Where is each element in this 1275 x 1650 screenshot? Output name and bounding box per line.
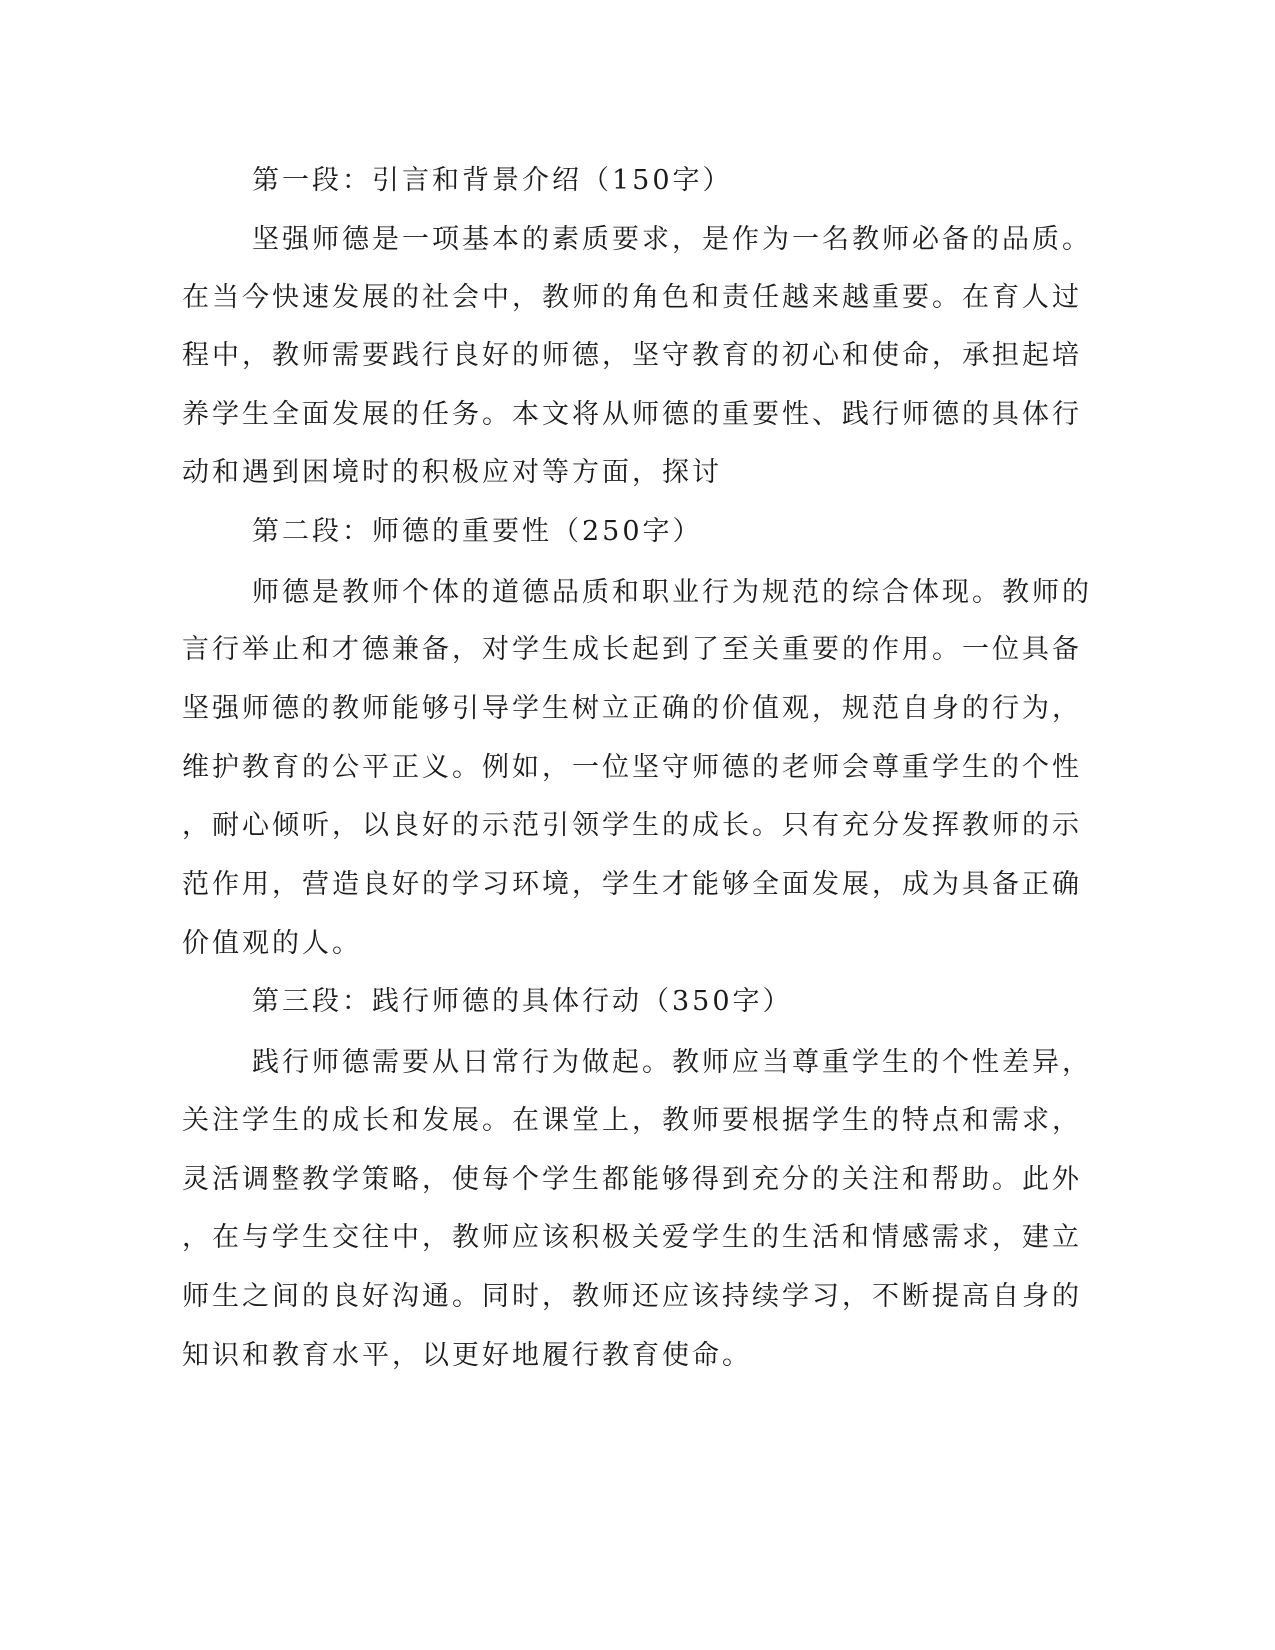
section-2-line-4: 维护教育的公平正义。例如，一位坚守师德的老师会尊重学生的个性 (182, 752, 1082, 783)
section-2-line-1: 师德是教师个体的道德品质和职业行为规范的综合体现。教师的 (252, 577, 1092, 608)
section-2-line-2: 言行举止和才德兼备，对学生成长起到了至关重要的作用。一位具备 (182, 634, 1082, 665)
section-2-line-6: 范作用，营造良好的学习环境，学生才能够全面发展，成为具备正确 (182, 869, 1082, 900)
section-1-line-5: 动和遇到困境时的积极应对等方面，探讨 (182, 457, 722, 488)
section-1-heading: 第一段：引言和背景介绍（150字） (252, 165, 733, 196)
section-2-line-5: ，耐心倾听，以良好的示范引领学生的成长。只有充分发挥教师的示 (182, 810, 1082, 841)
section-3-line-4: ，在与学生交往中，教师应该积极关爱学生的生活和情感需求，建立 (182, 1222, 1082, 1253)
section-1-line-1: 坚强师德是一项基本的素质要求，是作为一名教师必备的品质。 (252, 224, 1092, 255)
section-1-line-3: 程中，教师需要践行良好的师德，坚守教育的初心和使命，承担起培 (182, 340, 1082, 371)
section-3-line-5: 师生之间的良好沟通。同时，教师还应该持续学习，不断提高自身的 (182, 1281, 1082, 1312)
section-3-line-2: 关注学生的成长和发展。在课堂上，教师要根据学生的特点和需求， (182, 1105, 1082, 1136)
section-1-line-4: 养学生全面发展的任务。本文将从师德的重要性、践行师德的具体行 (182, 399, 1082, 430)
section-3-line-6: 知识和教育水平，以更好地履行教育使命。 (182, 1340, 752, 1371)
section-3-heading: 第三段：践行师德的具体行动（350字） (252, 986, 793, 1017)
section-2-heading: 第二段：师德的重要性（250字） (252, 516, 703, 547)
section-2-line-7: 价值观的人。 (182, 928, 362, 959)
section-3-line-1: 践行师德需要从日常行为做起。教师应当尊重学生的个性差异， (252, 1047, 1092, 1078)
section-1-line-2: 在当今快速发展的社会中，教师的角色和责任越来越重要。在育人过 (182, 282, 1082, 313)
section-2-line-3: 坚强师德的教师能够引导学生树立正确的价值观，规范自身的行为， (182, 693, 1082, 724)
section-3-line-3: 灵活调整教学策略，使每个学生都能够得到充分的关注和帮助。此外 (182, 1164, 1082, 1195)
